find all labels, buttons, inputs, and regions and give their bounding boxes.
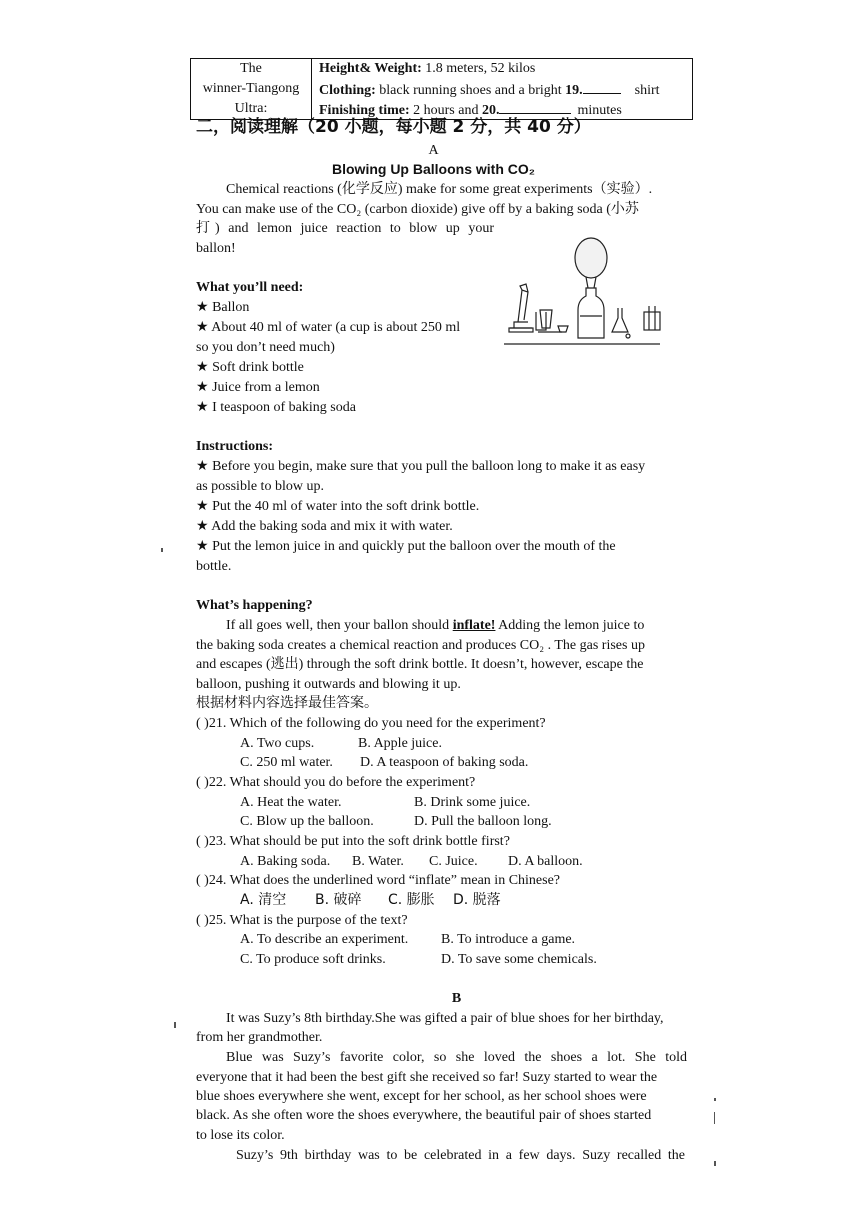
- passage-b-line: black. As she often wore the shoes everywhere, the beautiful pair of shoes started: [196, 1108, 652, 1123]
- instruction-continued: as possible to blow up.: [196, 479, 324, 494]
- happening-heading: What’s happening?: [196, 598, 313, 613]
- need-item: [196, 398, 356, 417]
- table-label-cell: [191, 59, 312, 120]
- option-23d[interactable]: D. A balloon.: [508, 854, 583, 869]
- star-icon: ★: [196, 499, 213, 514]
- happening-line: [226, 616, 644, 635]
- table-detail-cell: [312, 59, 693, 120]
- need-item: [196, 378, 320, 397]
- table-label-line: The: [240, 61, 262, 76]
- need-item-text: Juice from a lemon: [212, 380, 320, 395]
- blank-19-number: 19.: [565, 83, 583, 98]
- star-icon: ★: [196, 539, 213, 554]
- instruction-continued: bottle.: [196, 559, 232, 574]
- intro-line: 打) and lemon juice reaction to blow up your: [196, 221, 494, 236]
- passage-b-line: everyone that it had been the best gift she received so far! Suzy started to wear the: [196, 1070, 658, 1085]
- blank-19-line[interactable]: [583, 79, 621, 94]
- minutes-text: minutes: [577, 103, 622, 117]
- need-item-text: I teaspoon of baking soda: [212, 400, 356, 415]
- finishing-time-label: Finishing time:: [319, 103, 410, 117]
- blank-20-number: 20.: [481, 103, 500, 117]
- need-item-text: Soft drink bottle: [212, 360, 304, 375]
- option-24d[interactable]: D. 脱落: [453, 892, 501, 908]
- option-24b[interactable]: B. 破碎: [315, 892, 362, 908]
- directions: 根据材料内容选择最佳答案。: [196, 696, 378, 711]
- question-24: ( )24. What does the underlined word “inflate” mean in Chinese?: [196, 873, 561, 888]
- instruction-text: Before you begin, make sure that you pull the balloon long to make it as easy: [212, 459, 646, 474]
- clothing-label: Clothing:: [319, 83, 376, 98]
- scan-speck: [714, 1112, 715, 1124]
- passage-b-line: Suzy’s 9th birthday was to be celebrated in a few days. Suzy recalled the: [236, 1148, 685, 1163]
- option-22d[interactable]: D. Pull the balloon long.: [414, 814, 552, 829]
- passage-b-line: blue shoes everywhere she went, except for her school, as her school shoes were: [196, 1089, 647, 1104]
- option-25c[interactable]: C. To produce soft drinks.: [240, 952, 386, 967]
- need-heading: What you’ll need:: [196, 280, 304, 295]
- happening-line: and escapes (逃出) through the soft drink bottle. It doesn’t, however, escape the: [196, 657, 644, 672]
- clothing-value: black running shoes and a bright: [375, 83, 566, 98]
- instruction-text: Put the lemon juice in and quickly put the balloon over the mouth of the: [212, 539, 616, 554]
- height-weight-label: Height& Weight:: [319, 61, 422, 76]
- star-icon: ★: [196, 360, 213, 375]
- option-21c[interactable]: C. 250 ml water.: [240, 755, 333, 770]
- experiment-illustration: [500, 232, 665, 350]
- option-21a[interactable]: A. Two cups.: [240, 736, 315, 751]
- instruction-item: [196, 497, 479, 516]
- passage-b-line: It was Suzy’s 8th birthday.She was gifted a pair of blue shoes for her birthday,: [226, 1011, 664, 1026]
- option-25a[interactable]: A. To describe an experiment.: [240, 932, 409, 947]
- finishing-time-value: 2 hours and: [409, 103, 482, 117]
- star-icon: ★: [196, 400, 213, 415]
- need-item: [196, 318, 460, 337]
- need-item-continued: so you don’t need much): [196, 340, 335, 355]
- option-25b[interactable]: B. To introduce a game.: [441, 932, 576, 947]
- option-23b[interactable]: B. Water.: [352, 854, 404, 869]
- question-25: ( )25. What is the purpose of the text?: [196, 913, 408, 928]
- table-label-line: winner-Tiangong: [202, 81, 300, 96]
- need-item: [196, 298, 249, 317]
- instruction-item: [196, 457, 645, 476]
- passage-b-line: from her grandmother.: [196, 1030, 323, 1045]
- option-22a[interactable]: A. Heat the water.: [240, 795, 342, 810]
- question-21: ( )21. Which of the following do you need for the experiment?: [196, 716, 546, 731]
- star-icon: ★: [196, 519, 212, 534]
- section-heading: 二，阅读理解（20 小题，每小题 2 分，共 40 分）: [196, 117, 591, 137]
- scan-speck: [714, 1161, 716, 1166]
- question-23: ( )23. What should be put into the soft drink bottle first?: [196, 834, 510, 849]
- scan-speck: [174, 1022, 176, 1028]
- star-icon: ★: [196, 380, 213, 395]
- option-22c[interactable]: C. Blow up the balloon.: [240, 814, 374, 829]
- table-row: [319, 79, 692, 99]
- table-label-line: Ultra:: [234, 101, 268, 116]
- happening-text: Adding the lemon juice to: [495, 618, 645, 633]
- passage-b-line: Blue was Suzy’s favorite color, so she loved the shoes a lot. She told: [226, 1050, 687, 1065]
- need-item-text: About 40 ml of water (a cup is about 250 ml: [211, 320, 461, 335]
- table-row: [319, 99, 692, 117]
- option-22b[interactable]: B. Drink some juice.: [414, 795, 531, 810]
- happening-text: If all goes well, then your ballon should: [226, 618, 453, 633]
- happening-line: balloon, pushing it outwards and blowing it up.: [196, 677, 461, 692]
- table-row: [319, 59, 692, 79]
- option-21d[interactable]: D. A teaspoon of baking soda.: [360, 755, 529, 770]
- option-23a[interactable]: A. Baking soda.: [240, 854, 331, 869]
- intro-line: Chemical reactions (化学反应) make for some great experiments（实验）.: [226, 182, 653, 197]
- passage-a-letter: A: [428, 143, 439, 158]
- option-24a[interactable]: A. 清空: [240, 892, 287, 908]
- need-item: [196, 358, 304, 377]
- passage-b-line: to lose its color.: [196, 1128, 285, 1143]
- passage-a-title: Blowing Up Balloons with CO₂: [332, 161, 535, 177]
- instruction-text: Add the baking soda and mix it with water.: [211, 519, 453, 534]
- option-25d[interactable]: D. To save some chemicals.: [441, 952, 597, 967]
- instruction-text: Put the 40 ml of water into the soft drink bottle.: [212, 499, 480, 514]
- scan-speck: [161, 548, 163, 552]
- star-icon: ★: [196, 459, 213, 474]
- happening-line: the baking soda creates a chemical reaction and produces CO₂ . The gas rises up: [196, 638, 645, 653]
- option-23c[interactable]: C. Juice.: [429, 854, 478, 869]
- passage-b-letter: B: [451, 991, 462, 1006]
- instruction-item: [196, 537, 616, 556]
- need-item-text: Ballon: [212, 300, 250, 315]
- winner-info-table: [190, 58, 693, 120]
- star-icon: ★: [196, 320, 212, 335]
- intro-line: ballon!: [196, 241, 236, 256]
- option-21b[interactable]: B. Apple juice.: [358, 736, 442, 751]
- instructions-heading: Instructions:: [196, 439, 274, 454]
- option-24c[interactable]: C. 膨胀: [388, 892, 435, 908]
- star-icon: ★: [196, 300, 213, 315]
- intro-line: You can make use of the CO₂ (carbon dioxide) give off by a baking soda (小苏: [196, 202, 639, 217]
- height-weight-value: 1.8 meters, 52 kilos: [421, 61, 536, 76]
- scan-speck: [714, 1098, 716, 1101]
- instruction-item: [196, 517, 453, 536]
- underlined-word-inflate: inflate!: [452, 618, 496, 633]
- blank-20-line[interactable]: [499, 99, 571, 114]
- question-22: ( )22. What should you do before the experiment?: [196, 775, 476, 790]
- shirt-text: shirt: [634, 83, 660, 98]
